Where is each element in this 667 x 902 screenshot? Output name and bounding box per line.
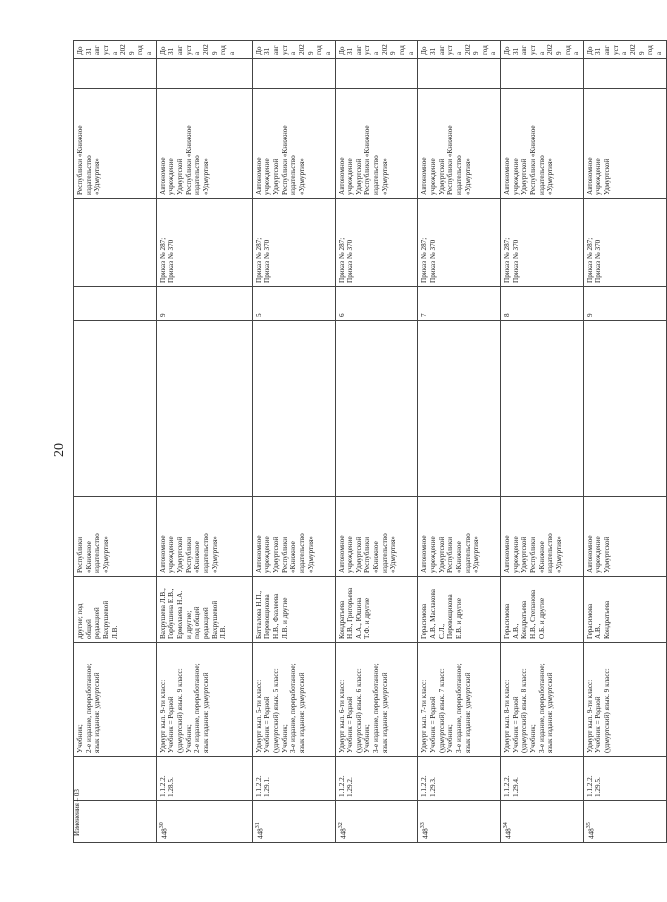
cell-authors	[156, 577, 252, 643]
name-line: Учебник = Родной	[511, 696, 520, 753]
publisher-line: Удмуртской	[603, 536, 612, 573]
footer-note: Изменения – 03	[73, 789, 81, 836]
authors-line: редакцией	[201, 607, 210, 639]
cell-id	[252, 801, 335, 843]
name-line: Удмурт кыл. 5-ти класс:	[254, 679, 263, 753]
cell-publisher2	[501, 89, 584, 199]
table-body	[74, 41, 667, 843]
authors-line: Е.В. и другие	[454, 598, 463, 639]
cell-publisher2	[74, 89, 157, 199]
authors-line: Н.В., Фазлеева	[272, 593, 281, 639]
publisher-line: «Книжное	[84, 541, 93, 573]
row-number-sup: 33	[420, 822, 427, 829]
authors-line: под общей	[193, 606, 202, 639]
name-line: Учебник;	[184, 724, 193, 753]
publisher-line: Республики	[76, 536, 84, 573]
name-line: Учебник;	[280, 724, 289, 753]
cell-deadline	[583, 41, 666, 59]
publisher2-line: Республики «Книжное	[363, 125, 372, 195]
deadline-line: До 31 августа	[337, 45, 381, 55]
authors-line: А.В., Маслакова	[428, 589, 437, 639]
publisher2-line: Удмуртской	[603, 158, 612, 195]
cell-empty2	[418, 59, 501, 89]
cell-deadline	[335, 41, 418, 59]
cell-empty	[156, 321, 252, 497]
publisher2-line: Удмуртской	[437, 158, 446, 195]
deadline-line: 2029 года	[463, 44, 498, 55]
name-line: язык издания: удмуртский	[546, 672, 555, 753]
publisher2-line: «Удмуртия»	[380, 158, 389, 195]
row-number-sup: 34	[503, 822, 510, 829]
doc-line: Приказ № 287;	[158, 237, 167, 283]
cell-doc	[418, 199, 501, 287]
name-line: Удмурт кыл. 8-ти класс:	[503, 679, 512, 753]
authors-line: Н.В., Степанова	[528, 589, 537, 639]
cell-authors	[335, 577, 418, 643]
cell-authors	[74, 577, 157, 643]
cell-id	[583, 801, 666, 843]
code-line: 1.1.2.2.	[503, 775, 512, 797]
publisher-line: издательство	[380, 533, 389, 573]
doc-line: Приказ № 287;	[337, 237, 346, 283]
name-line: 3-е издание, переработанное;	[537, 663, 546, 753]
name-line: (удмуртский) язык. 9 класс:	[603, 668, 612, 753]
publisher2-line: Автономное	[420, 157, 429, 195]
table-row	[335, 41, 418, 843]
cell-empty2	[74, 59, 157, 89]
authors-line: Ермолаева Н.А.	[176, 590, 185, 639]
doc-line: Приказ № 287;	[585, 237, 594, 283]
cell-publisher2	[418, 89, 501, 199]
publisher-line: Автономное	[254, 535, 263, 573]
cell-empty	[74, 321, 157, 497]
cell-empty	[501, 321, 584, 497]
authors-line: А.В.,	[594, 623, 603, 639]
publisher2-line: издательство	[454, 155, 463, 195]
cell-doc	[501, 199, 584, 287]
publisher2-line: «Удмуртия»	[546, 158, 555, 195]
authors-line: А.А., Юшина	[354, 597, 363, 639]
publisher2-line: «Удмуртия»	[297, 158, 306, 195]
authors-line: Герасимова	[585, 603, 594, 639]
publisher-line: Республики	[528, 536, 537, 573]
code-line: 1.1.2.2.	[254, 775, 263, 797]
row-number: 448	[160, 828, 169, 839]
cell-id	[335, 801, 418, 843]
cell-order: 9	[156, 287, 252, 321]
name-line: Учебник;	[363, 724, 372, 753]
publisher-line: «Удмуртия»	[554, 536, 563, 573]
name-line: 3-е издание, переработанное;	[289, 663, 298, 753]
publisher2-line: Автономное	[585, 157, 594, 195]
cell-publisher	[74, 497, 157, 577]
cell-empty2	[252, 59, 335, 89]
name-line: Удмурт кыл. 7-ти класс:	[420, 679, 429, 753]
publisher2-line: Удмуртской	[520, 158, 529, 195]
name-line: Учебник = Родной	[428, 696, 437, 753]
code-line: 1.1.2.2.	[337, 775, 346, 797]
code-line: 1.29.4.	[511, 777, 520, 797]
textbook-table	[73, 40, 667, 843]
publisher2-line: учреждение	[346, 158, 355, 195]
cell-empty	[252, 321, 335, 497]
authors-line: Вахрушевой	[101, 600, 110, 639]
publisher2-line: Республики «Книжное	[280, 125, 289, 195]
publisher-line: «Удмуртия»	[472, 536, 481, 573]
publisher-line: «Книжное	[372, 541, 381, 573]
cell-id	[418, 801, 501, 843]
name-line: Учебник;	[76, 724, 84, 753]
publisher-line: издательство	[297, 533, 306, 573]
code-line: 1.1.2.2.	[158, 775, 167, 797]
cell-doc	[335, 199, 418, 287]
cell-name	[74, 643, 157, 757]
publisher2-line: Автономное	[503, 157, 512, 195]
publisher2-line: издательство	[84, 155, 93, 195]
name-line: Учебник = Родной	[167, 696, 176, 753]
row-number: 448	[256, 828, 265, 839]
authors-line: Герасимова	[420, 603, 429, 639]
publisher2-line: учреждение	[263, 158, 272, 195]
deadline-line: 2029 года	[119, 44, 154, 55]
publisher2-line: Автономное	[337, 157, 346, 195]
row-number: 448	[587, 828, 596, 839]
cell-id	[501, 801, 584, 843]
deadline-line: До 31 августа	[420, 45, 463, 55]
authors-line: Л.В. и другие	[280, 597, 289, 639]
deadline-line: 2029 года	[546, 44, 581, 55]
deadline-line: До 31 августа	[158, 45, 202, 55]
publisher-line: учреждение	[511, 536, 520, 573]
deadline-line: До 31 августа	[254, 45, 298, 55]
deadline-line: 2029 года	[201, 44, 236, 55]
doc-line: Приказ № 370	[511, 239, 520, 283]
publisher-line: Автономное	[503, 535, 512, 573]
cell-publisher	[252, 497, 335, 577]
publisher2-line: издательство	[537, 155, 546, 195]
doc-line: Приказ № 287;	[420, 237, 429, 283]
page-number: 20	[52, 443, 67, 457]
publisher2-line: Республики «Книжное	[528, 125, 537, 195]
publisher-line: учреждение	[346, 536, 355, 573]
publisher-line: «Удмуртия»	[389, 536, 398, 573]
publisher-line: «Книжное	[289, 541, 298, 573]
cell-deadline	[418, 41, 501, 59]
cell-doc	[74, 199, 157, 287]
name-line: 2-е издание, переработанное;	[84, 663, 93, 753]
name-line: Учебник = Родной	[594, 696, 603, 753]
cell-empty2	[583, 59, 666, 89]
table-row	[252, 41, 335, 843]
authors-line: Перевощикова	[263, 594, 272, 639]
cell-authors	[418, 577, 501, 643]
cell-authors	[252, 577, 335, 643]
cell-name	[156, 643, 252, 757]
code-line: 1.29.3.	[428, 777, 437, 797]
publisher-line: Республики	[363, 536, 372, 573]
cell-code	[418, 757, 501, 801]
cell-id	[156, 801, 252, 843]
code-line: 1.28.5.	[167, 777, 176, 797]
publisher-line: Автономное	[158, 535, 167, 573]
cell-empty2	[501, 59, 584, 89]
name-line: Удмурт кыл. 9-ти класс:	[158, 679, 167, 753]
authors-line: Перевощикова	[446, 594, 455, 639]
authors-line: Вахрушева Л.В.,	[158, 588, 167, 639]
cell-doc	[156, 199, 252, 287]
publisher2-line: Автономное	[158, 157, 167, 195]
publisher-line: «Удмуртия»	[306, 536, 315, 573]
cell-authors	[501, 577, 584, 643]
cell-deadline	[74, 41, 157, 59]
publisher-line: Удмуртской	[520, 536, 529, 573]
row-number-sup: 31	[254, 822, 261, 829]
cell-publisher	[335, 497, 418, 577]
name-line: Учебник = Родной	[346, 696, 355, 753]
publisher2-line: Республики «Книжное	[76, 125, 84, 195]
name-line: Учебник = Родной	[263, 696, 272, 753]
authors-line: О.Б. и другие	[537, 597, 546, 639]
deadline-line: 2029 года	[629, 44, 663, 55]
authors-line: общей	[84, 619, 93, 639]
publisher-line: Удмуртской	[437, 536, 446, 573]
publisher-line: «Книжное	[193, 541, 202, 573]
authors-line: Кондратьева	[603, 600, 612, 639]
cell-code	[252, 757, 335, 801]
name-line: Удмурт кыл. 6-ти класс:	[337, 679, 346, 753]
cell-order: 9	[583, 287, 666, 321]
cell-name	[252, 643, 335, 757]
cell-name	[418, 643, 501, 757]
name-line: (удмуртский) язык. 8 класс:	[520, 668, 529, 753]
publisher2-line: Автономное	[254, 157, 263, 195]
cell-name	[583, 643, 666, 757]
publisher-line: Автономное	[585, 535, 594, 573]
doc-line: Приказ № 370	[594, 239, 603, 283]
row-number-sup: 32	[337, 822, 344, 829]
publisher2-line: учреждение	[428, 158, 437, 195]
cell-id	[74, 801, 157, 843]
row-number: 448	[421, 828, 430, 839]
authors-line: Кондратьева	[337, 600, 346, 639]
table-row	[501, 41, 584, 843]
publisher-line: Республики	[280, 536, 289, 573]
publisher2-line: издательство	[372, 155, 381, 195]
name-line: Учебник;	[528, 724, 537, 753]
cell-publisher	[501, 497, 584, 577]
authors-line: Герасимова	[503, 603, 512, 639]
code-line: 1.29.2.	[346, 777, 355, 797]
cell-empty	[335, 321, 418, 497]
code-line: 1.1.2.2.	[585, 775, 594, 797]
deadline-line: До 31 августа	[503, 45, 546, 55]
authors-line: Кондратьева	[520, 600, 529, 639]
publisher-line: учреждение	[263, 536, 272, 573]
cell-code	[583, 757, 666, 801]
publisher-line: «Удмуртия»	[210, 536, 219, 573]
authors-line: Т.Ф. и другие	[363, 597, 372, 639]
row-number: 448	[504, 828, 513, 839]
publisher-line: учреждение	[167, 536, 176, 573]
code-line: 1.29.5.	[594, 777, 603, 797]
publisher-line: Удмуртской	[176, 536, 185, 573]
authors-line: С.Л.,	[437, 623, 446, 639]
code-line: 1.1.2.2.	[420, 775, 429, 797]
publisher-line: Автономное	[420, 535, 429, 573]
publisher2-line: учреждение	[167, 158, 176, 195]
publisher-line: издательство	[546, 533, 555, 573]
cell-publisher2	[335, 89, 418, 199]
publisher-line: Республики	[184, 536, 193, 573]
cell-empty	[583, 321, 666, 497]
name-line: Удмурт кыл. 9-ти класс:	[585, 679, 594, 753]
authors-line: Н.В., Григорьева	[346, 587, 355, 639]
cell-authors	[583, 577, 666, 643]
rotated-table-container	[73, 41, 663, 843]
deadline-line: 2029 года	[297, 44, 332, 55]
name-line: (удмуртский) язык. 6 класс:	[354, 668, 363, 753]
publisher-line: издательство	[93, 533, 102, 573]
name-line: язык издания: удмуртский	[380, 672, 389, 753]
cell-deadline	[252, 41, 335, 59]
publisher2-line: Удмуртской	[176, 158, 185, 195]
publisher2-line: Удмуртской	[272, 158, 281, 195]
publisher2-line: учреждение	[594, 158, 603, 195]
deadline-line: 2029 года	[380, 44, 415, 55]
doc-line: Приказ № 370	[167, 239, 176, 283]
publisher2-line: «Удмуртия»	[463, 158, 472, 195]
cell-order: 6	[335, 287, 418, 321]
publisher2-line: «Удмуртия»	[201, 158, 210, 195]
row-number: 448	[338, 828, 347, 839]
cell-code	[74, 757, 157, 801]
authors-line: редакцией	[93, 607, 102, 639]
row-number-sup: 35	[585, 822, 592, 829]
cell-name	[501, 643, 584, 757]
table-row	[156, 41, 252, 843]
publisher2-line: «Удмуртия»	[93, 158, 102, 195]
doc-line: Приказ № 370	[263, 239, 272, 283]
doc-line: Приказ № 287;	[254, 237, 263, 283]
cell-code	[335, 757, 418, 801]
name-line: (удмуртский) язык. 9 класс:	[176, 668, 185, 753]
cell-publisher2	[156, 89, 252, 199]
publisher-line: учреждение	[428, 536, 437, 573]
publisher-line: «Книжное	[537, 541, 546, 573]
publisher2-line: Удмуртской	[354, 158, 363, 195]
authors-line: Горбушина Е.В.,	[167, 588, 176, 639]
publisher-line: Удмуртской	[354, 536, 363, 573]
row-number-sup: 30	[158, 822, 165, 829]
cell-deadline	[501, 41, 584, 59]
name-line: 3-е издание, переработанное;	[372, 663, 381, 753]
publisher2-line: Республики «Книжное	[184, 125, 193, 195]
name-line: язык издания: удмуртский	[297, 672, 306, 753]
publisher-line: Удмуртской	[272, 536, 281, 573]
doc-line: Приказ № 287;	[503, 237, 512, 283]
authors-line: А.В.,	[511, 623, 520, 639]
name-line: (удмуртский) язык. 5 класс:	[272, 668, 281, 753]
doc-line: Приказ № 370	[346, 239, 355, 283]
publisher-line: Автономное	[337, 535, 346, 573]
publisher2-line: издательство	[193, 155, 202, 195]
publisher-line: «Книжное	[454, 541, 463, 573]
name-line: язык издания: удмуртский	[201, 672, 210, 753]
name-line: 2-е издание, переработанное;	[193, 663, 202, 753]
publisher2-line: издательство	[289, 155, 298, 195]
cell-publisher	[418, 497, 501, 577]
cell-deadline	[156, 41, 252, 59]
cell-code	[156, 757, 252, 801]
name-line: язык издания: удмуртский	[93, 672, 102, 753]
publisher-line: Республики	[446, 536, 455, 573]
cell-publisher	[583, 497, 666, 577]
table-row	[583, 41, 666, 843]
table-row	[418, 41, 501, 843]
cell-order	[74, 287, 157, 321]
deadline-line: До 31 августа	[76, 45, 119, 55]
cell-order: 5	[252, 287, 335, 321]
cell-doc	[252, 199, 335, 287]
publisher2-line: Республики «Книжное	[446, 125, 455, 195]
cell-name	[335, 643, 418, 757]
cell-publisher2	[252, 89, 335, 199]
cell-code	[501, 757, 584, 801]
authors-line: и другие;	[184, 610, 193, 639]
publisher-line: издательство	[201, 533, 210, 573]
cell-empty2	[156, 59, 252, 89]
publisher2-line: учреждение	[511, 158, 520, 195]
authors-line: другие; под	[76, 603, 84, 639]
cell-publisher2	[583, 89, 666, 199]
cell-empty	[418, 321, 501, 497]
name-line: (удмуртский) язык. 7 класс:	[437, 668, 446, 753]
authors-line: Батталова Н.П.,	[254, 591, 263, 639]
publisher-line: «Удмуртия»	[101, 536, 110, 573]
deadline-line: До 31 августа	[585, 45, 629, 55]
name-line: язык издания: удмуртский	[463, 672, 472, 753]
cell-order: 7	[418, 287, 501, 321]
authors-line: Л.В.	[219, 625, 228, 639]
authors-line: Л.В.	[110, 625, 119, 639]
authors-line: Вахрушевой	[210, 600, 219, 639]
publisher-line: учреждение	[594, 536, 603, 573]
name-line: Учебник;	[446, 724, 455, 753]
table-row	[74, 41, 157, 843]
cell-doc	[583, 199, 666, 287]
code-line: 1.29.1.	[263, 777, 272, 797]
cell-empty2	[335, 59, 418, 89]
cell-order: 8	[501, 287, 584, 321]
cell-publisher	[156, 497, 252, 577]
doc-line: Приказ № 370	[428, 239, 437, 283]
name-line: 3-е издание, переработанное;	[454, 663, 463, 753]
publisher-line: издательство	[463, 533, 472, 573]
